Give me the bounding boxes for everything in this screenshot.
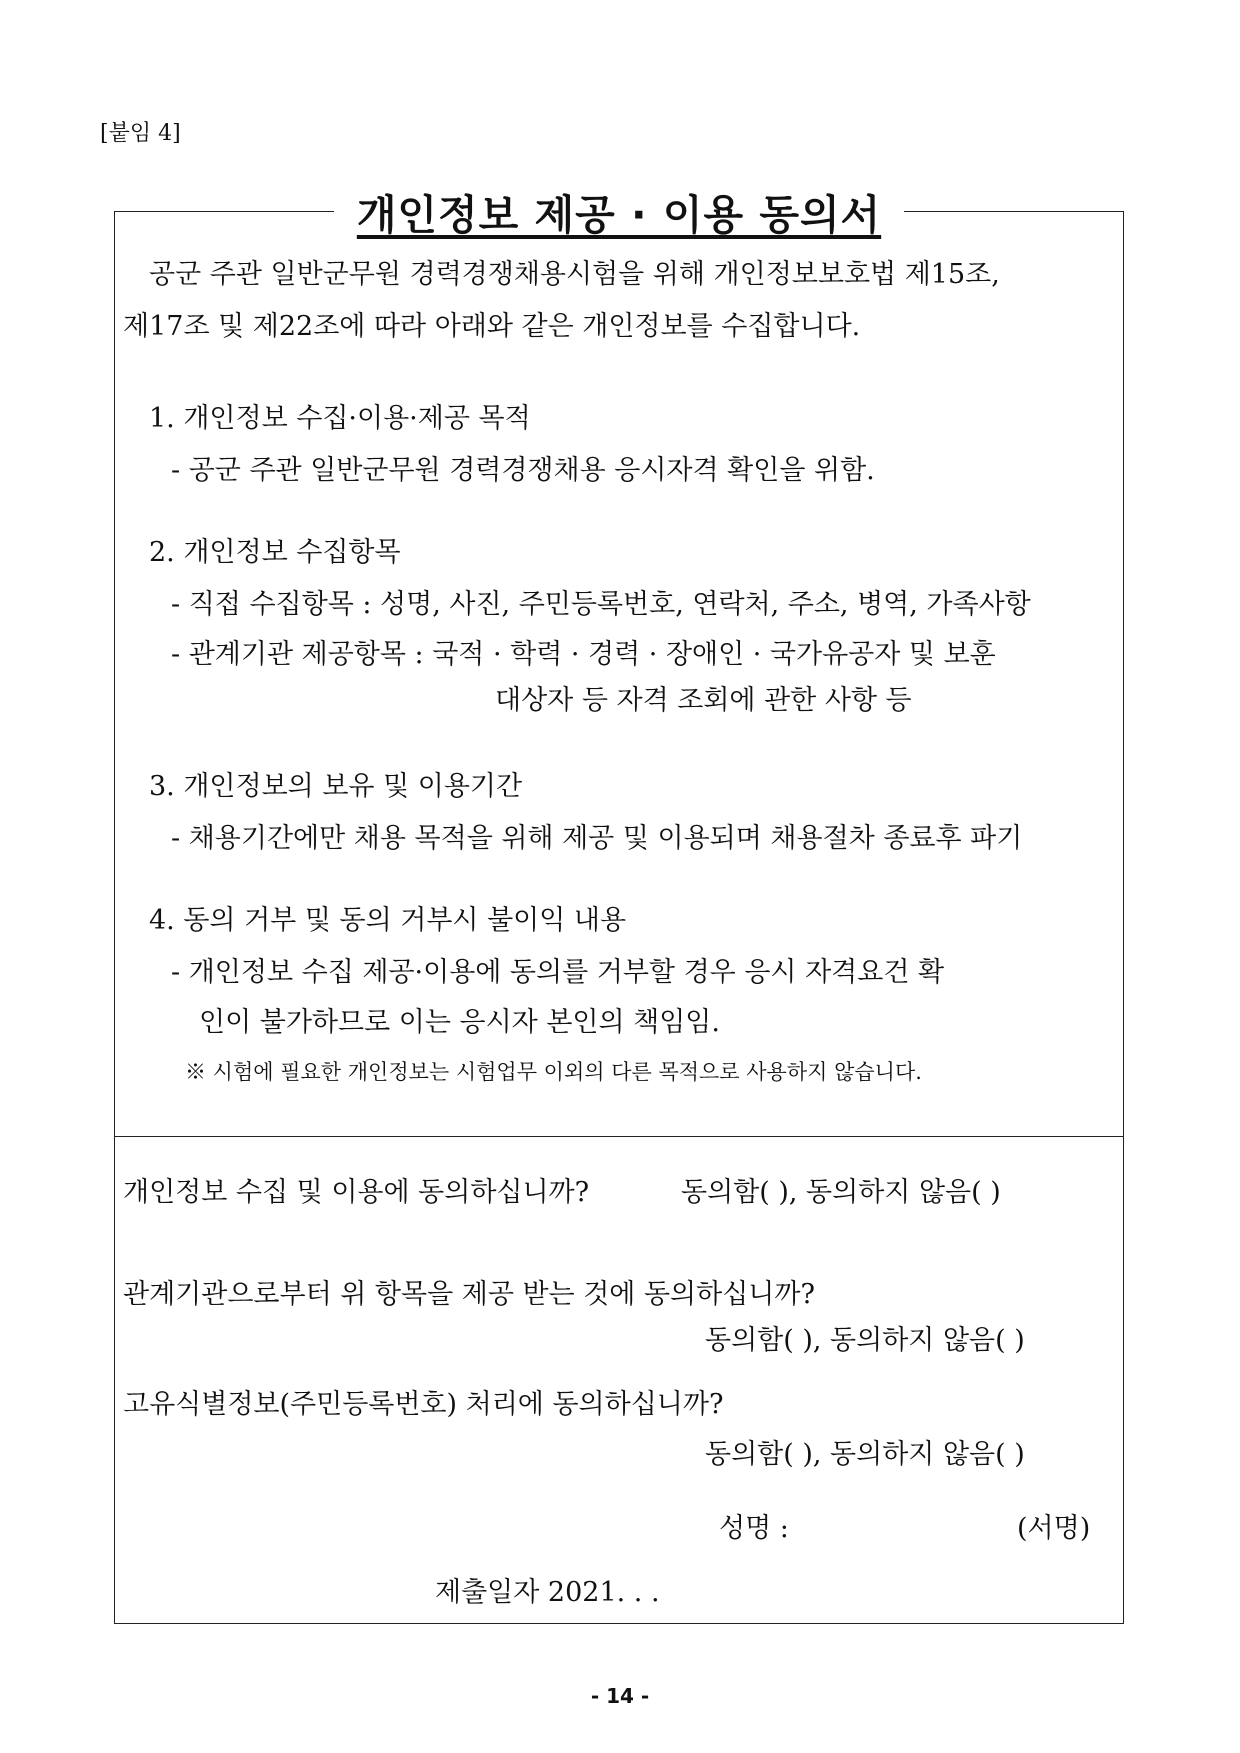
attachment-label: [붙임 4]	[100, 121, 181, 146]
signature-sign-label: (서명)	[1017, 1513, 1091, 1544]
section-4-line-2: 인이 불가하므로 이는 응시자 본인의 책임임.	[199, 1007, 720, 1038]
section-3-heading: 3. 개인정보의 보유 및 이용기간	[149, 771, 523, 802]
note: ※ 시험에 필요한 개인정보는 시험업무 이외의 다른 목적으로 사용하지 않습니다.	[185, 1060, 922, 1084]
consent-2-options[interactable]: 동의함( ), 동의하지 않음( )	[705, 1325, 1025, 1356]
section-4-heading: 4. 동의 거부 및 동의 거부시 불이익 내용	[149, 905, 627, 936]
section-4-line-1: - 개인정보 수집 제공·이용에 동의를 거부할 경우 응시 자격요건 확	[171, 957, 945, 988]
consent-3-question: 고유식별정보(주민등록번호) 처리에 동의하십니까?	[123, 1389, 724, 1420]
section-1-heading: 1. 개인정보 수집·이용·제공 목적	[149, 403, 531, 434]
section-3-line-1: - 채용기간에만 채용 목적을 위해 제공 및 이용되며 채용절차 종료후 파기	[171, 823, 1023, 854]
consent-form-box	[114, 211, 1124, 1624]
intro-line-1: 공군 주관 일반군무원 경력경쟁채용시험을 위해 개인정보보호법 제15조,	[149, 259, 1000, 290]
section-2-line-1: - 직접 수집항목 : 성명, 사진, 주민등록번호, 연락처, 주소, 병역, 가족사항	[171, 589, 1031, 620]
signature-name-label: 성명 :	[719, 1513, 789, 1544]
submission-date: 제출일자 2021. . .	[435, 1577, 660, 1608]
section-2-line-2: - 관계기관 제공항목 : 국적 · 학력 · 경력 · 장애인 · 국가유공자 및 보훈	[171, 639, 996, 670]
section-1-line-1: - 공군 주관 일반군무원 경력경쟁채용 응시자격 확인을 위함.	[171, 455, 875, 486]
intro-line-2: 제17조 및 제22조에 따라 아래와 같은 개인정보를 수집합니다.	[123, 311, 861, 342]
form-title: 개인정보 제공 · 이용 동의서	[356, 191, 882, 239]
page-number: - 14 -	[590, 1684, 650, 1708]
consent-1-question: 개인정보 수집 및 이용에 동의하십니까?	[123, 1177, 590, 1208]
section-divider	[115, 1136, 1123, 1137]
consent-1-options[interactable]: 동의함( ), 동의하지 않음( )	[681, 1177, 1001, 1208]
section-2-line-3: 대상자 등 자격 조회에 관한 사항 등	[495, 685, 912, 716]
consent-2-question: 관계기관으로부터 위 항목을 제공 받는 것에 동의하십니까?	[123, 1279, 815, 1310]
title-container	[334, 180, 904, 250]
section-2-heading: 2. 개인정보 수집항목	[149, 537, 401, 568]
consent-3-options[interactable]: 동의함( ), 동의하지 않음( )	[705, 1439, 1025, 1470]
